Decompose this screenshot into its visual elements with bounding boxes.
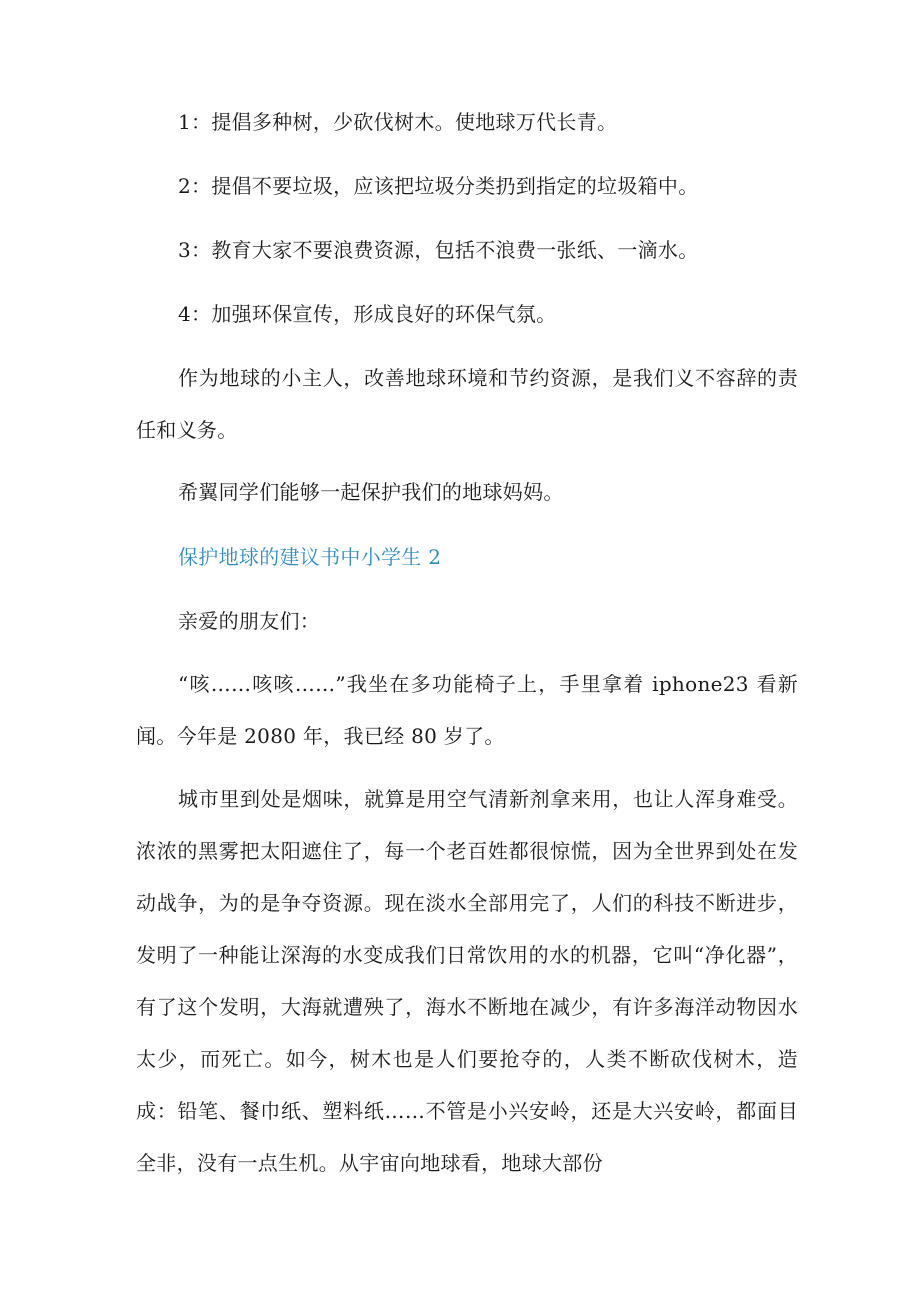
paragraph-story: “咳……咳咳……”我坐在多功能椅子上，手里拿着 iphone23 看新闻。今年是 2080 年，我已经 80 岁了。 (136, 672, 798, 748)
list-item-3: 3：教育大家不要浪费资源，包括不浪费一张纸、一滴水。 (178, 238, 699, 262)
paragraph-responsibility: 作为地球的小主人，改善地球环境和节约资源，是我们义不容辞的责任和义务。 (136, 366, 798, 442)
list-item-4: 4：加强环保宣传，形成良好的环保气氛。 (178, 302, 557, 326)
section-heading: 保护地球的建议书中小学生 2 (178, 545, 442, 569)
greeting: 亲爱的朋友们： (178, 609, 321, 633)
list-item-1: 1：提倡多种树，少砍伐树木。使地球万代长青。 (178, 110, 618, 134)
list-item-2: 2：提倡不要垃圾，应该把垃圾分类扔到指定的垃圾箱中。 (178, 174, 699, 198)
paragraph-hope: 希翼同学们能够一起保护我们的地球妈妈。 (178, 480, 564, 504)
paragraph-city: 城市里到处是烟味，就算是用空气清新剂拿来用，也让人浑身难受。浓浓的黑雾把太阳遮住了，每一个老百姓都很惊慌，因为全世界到处在发动战争，为的是争夺资源。现在淡水全部用完了，人们的科技不断进步，发明了一种能让深海的水变成我们日常饮用的水的机器，它叫“净化器”，有了这个发明，大海就遭殃了，海水不断地在减少，有许多海洋动物因水太少，而死亡。如今，树木也是人们要抢夺的，人类不断砍伐树木，造成：铅笔、餐巾纸、塑料纸……不管是小兴安岭，还是大兴安岭，都面目全非，没有一点生机。从宇宙向地球看，地球大部份 (136, 787, 798, 1175)
